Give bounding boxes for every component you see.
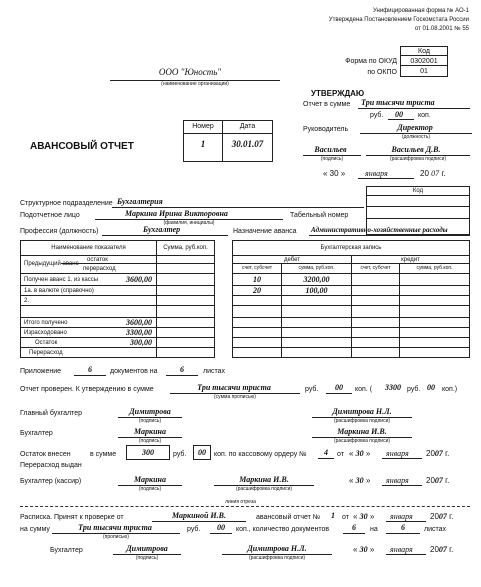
number-header: Номер bbox=[192, 123, 214, 130]
debit-header: дебет bbox=[283, 257, 301, 263]
chief-accountant-name[interactable]: Димитрова Н.Л. bbox=[332, 407, 392, 416]
purpose-label: Назначение аванса bbox=[233, 228, 297, 235]
cash-from-label: от bbox=[337, 451, 344, 458]
head-signature-caption: (подпись) bbox=[320, 156, 344, 162]
receipt-day2[interactable]: « 30 » bbox=[353, 545, 375, 554]
dept-value[interactable]: Бухгалтерия bbox=[117, 197, 163, 206]
prev-rest-label: остаток bbox=[87, 257, 108, 263]
appendix-docs-label: документов на bbox=[110, 368, 158, 375]
cash-order-no[interactable]: 4 bbox=[324, 448, 328, 457]
form-line: Унифицированная форма № АО-1 bbox=[372, 8, 469, 14]
receipt-month[interactable]: января bbox=[390, 512, 413, 521]
spent-value[interactable]: 3300,00 bbox=[126, 328, 152, 337]
receipt-sign-caption: (подпись) bbox=[135, 555, 159, 561]
okpo-value: 01 bbox=[420, 68, 428, 75]
decree-date-line: от 01.08.2001 № 55 bbox=[414, 26, 469, 32]
purpose-value[interactable]: Административно-хозяйственные расходы bbox=[311, 226, 448, 234]
approved-line: Утверждена Постановлением Госкомстата России bbox=[328, 17, 469, 23]
report-date[interactable]: 30.01.07 bbox=[231, 139, 264, 149]
remainder-value[interactable]: 300,00 bbox=[130, 338, 152, 347]
head-decoding-caption: (расшифровка подписи) bbox=[389, 156, 447, 162]
advance-summary-table bbox=[20, 240, 215, 358]
cashier-sign-caption: (подпись) bbox=[138, 486, 162, 492]
profession-label: Профессия (должность) bbox=[20, 228, 99, 235]
currency-label: 1а. в валюте (справочно) bbox=[24, 288, 94, 294]
appendix-sheets-count[interactable]: 6 bbox=[180, 365, 184, 374]
receipt-from-name[interactable]: Маркиной И.В. bbox=[172, 511, 226, 520]
checked-label: Отчет проверен. К утверждению в сумме bbox=[20, 386, 154, 393]
cash-year[interactable]: 2007 г. bbox=[426, 449, 450, 458]
col-indicator-name: Наименование показателя bbox=[51, 245, 126, 251]
person-caption: (фамилия, инициалы) bbox=[163, 220, 215, 226]
person-label: Подотчетное лицо bbox=[20, 212, 80, 219]
checked-kop2-label: коп.) bbox=[442, 386, 458, 393]
checked-rub-label: руб. bbox=[305, 386, 319, 393]
cash-amount-box[interactable] bbox=[126, 445, 170, 460]
okpo-label: по ОКПО bbox=[367, 69, 397, 76]
appendix-docs-count[interactable]: 6 bbox=[88, 365, 92, 374]
checked-sum-caption: (сумма прописью) bbox=[214, 394, 256, 400]
prev-advance-label: Предыдущий аванс bbox=[24, 261, 79, 267]
approval-sum-words[interactable]: Три тысячи триста bbox=[361, 98, 435, 107]
cut-line-label: линия отреза bbox=[225, 499, 256, 505]
cut-line bbox=[20, 506, 470, 507]
okpo-code-cell[interactable] bbox=[400, 65, 448, 77]
debit-account-2[interactable]: 20 bbox=[253, 286, 261, 295]
approval-day[interactable]: « 30 » bbox=[323, 169, 346, 178]
approval-kop-label: коп. bbox=[418, 112, 431, 119]
cash-sum-label: в сумме bbox=[90, 451, 117, 458]
debit-account-header: счет, субсчет bbox=[242, 265, 272, 271]
tab-number-label: Табельный номер bbox=[290, 212, 349, 219]
received-label: Получен аванс 1. из кассы bbox=[24, 277, 99, 283]
cashier-year[interactable]: 2007 г. bbox=[426, 476, 450, 485]
receipt-docs[interactable]: 6 bbox=[352, 523, 356, 532]
cashier-sign[interactable]: Маркина bbox=[134, 475, 166, 484]
receipt-accountant-name[interactable]: Димитрова Н.Л. bbox=[247, 544, 307, 553]
receipt-name-caption: (расшифровка подписи) bbox=[248, 555, 306, 561]
received-value[interactable]: 3600,00 bbox=[126, 275, 152, 284]
chief-accountant-label: Главный бухгалтер bbox=[20, 410, 82, 417]
receipt-from-label: от bbox=[342, 514, 349, 521]
receipt-kop-label: коп., количество документов bbox=[236, 526, 330, 533]
cash-amount: 300 bbox=[142, 448, 154, 457]
total-received-value[interactable]: 3600,00 bbox=[126, 318, 152, 327]
chief-sign-caption: (подпись) bbox=[138, 418, 162, 424]
head-signature[interactable]: Васильев bbox=[314, 145, 347, 154]
approval-title: УТВЕРЖДАЮ bbox=[311, 89, 365, 98]
overrun-label: Перерасход bbox=[29, 350, 63, 356]
receipt-day[interactable]: « 30 » bbox=[353, 512, 375, 521]
receipt-report-label: авансовый отчет № bbox=[256, 514, 321, 521]
remainder-label: Остаток bbox=[35, 340, 58, 346]
person-value[interactable]: Маркина Ирина Викторовна bbox=[125, 209, 228, 218]
okud-value: 0302001 bbox=[410, 58, 438, 65]
checked-amount[interactable]: 3300 bbox=[385, 383, 401, 392]
prev-overspent-label: перерасход bbox=[83, 266, 116, 272]
receipt-text: Расписка. Принят к проверке от bbox=[20, 514, 124, 521]
checked-kop2-value[interactable]: 00 bbox=[427, 383, 435, 392]
accountant-name-caption: (расшифровка подписи) bbox=[333, 438, 391, 444]
approval-rub-label: руб. bbox=[370, 112, 384, 119]
cash-kop-box[interactable] bbox=[193, 445, 211, 460]
credit-header: кредит bbox=[401, 257, 420, 263]
accountant-sign[interactable]: Маркина bbox=[134, 427, 166, 436]
receipt-accountant-label: Бухгалтер bbox=[50, 547, 83, 554]
accountant-label: Бухгалтер bbox=[20, 430, 53, 437]
cash-month[interactable]: января bbox=[386, 449, 409, 458]
cash-order-label: коп. по кассовому ордеру № bbox=[214, 451, 307, 458]
approval-year[interactable]: 20 07 г. bbox=[420, 169, 446, 178]
receipt-sum-caption: (прописью) bbox=[103, 534, 129, 540]
codes-header: Код bbox=[400, 46, 448, 56]
approval-month[interactable]: января bbox=[365, 169, 388, 178]
org-caption: (наименование организации) bbox=[161, 81, 229, 87]
dept-label: Структурное подразделение bbox=[20, 200, 113, 207]
cashier-label: Бухгалтер (кассир) bbox=[20, 478, 82, 485]
credit-sum-header: сумма, руб.коп. bbox=[416, 265, 453, 271]
receipt-kop-value[interactable]: 00 bbox=[217, 523, 225, 532]
receipt-month2[interactable]: января bbox=[390, 545, 413, 554]
total-received-label: Итого получено bbox=[24, 320, 68, 326]
head-decoding[interactable]: Васильев Д.В. bbox=[391, 145, 441, 154]
checked-sum-words[interactable]: Три тысячи триста bbox=[197, 383, 271, 392]
accountant-name[interactable]: Маркина И.В. bbox=[337, 427, 387, 436]
receipt-year2[interactable]: 2007 г. bbox=[430, 545, 454, 554]
report-number[interactable]: 1 bbox=[200, 139, 206, 149]
checked-rub2-label: руб. bbox=[407, 386, 421, 393]
receipt-report-no[interactable]: 1 bbox=[331, 511, 335, 520]
receipt-sheets-label: листах bbox=[424, 526, 447, 533]
receipt-sum-label: на сумму bbox=[20, 526, 50, 533]
number-date-table bbox=[183, 120, 273, 162]
cash-kop: 00 bbox=[198, 448, 206, 457]
appendix-label: Приложение bbox=[20, 368, 62, 375]
spent-label: Израсходовано bbox=[24, 330, 67, 336]
chief-name-caption: (расшифровка подписи) bbox=[333, 418, 391, 424]
cashier-name-caption: (расшифровка подписи) bbox=[235, 486, 293, 492]
head-label: Руководитель bbox=[303, 126, 349, 133]
appendix-sheets-label: листах bbox=[203, 368, 226, 375]
approval-kop-value[interactable]: 00 bbox=[395, 110, 403, 119]
head-position[interactable]: Директор bbox=[397, 123, 433, 132]
profession-value[interactable]: Бухгалтер bbox=[143, 225, 181, 234]
receipt-on-label: на bbox=[370, 526, 378, 533]
cash-rub-label: руб. bbox=[173, 451, 187, 458]
receipt-rub-label: руб. bbox=[187, 526, 201, 533]
approval-sum-label: Отчет в сумме bbox=[303, 101, 351, 108]
date-header: Дата bbox=[239, 123, 256, 130]
rest-paid-label: Остаток внесен bbox=[20, 451, 71, 458]
credit-account-header: счет, субсчет bbox=[360, 265, 391, 271]
receipt-sheets[interactable]: 6 bbox=[401, 523, 405, 532]
debit-sum-2[interactable]: 100,00 bbox=[305, 286, 328, 295]
cashier-day[interactable]: « 30 » bbox=[349, 476, 371, 485]
accounting-title: Бухгалтерская запись bbox=[320, 245, 382, 251]
accounting-entry-table bbox=[232, 240, 470, 358]
cashier-name[interactable]: Маркина И.В. bbox=[239, 475, 289, 484]
line-2-label: 2. bbox=[24, 298, 30, 304]
debit-sum-1[interactable]: 3200,00 bbox=[303, 275, 330, 284]
cash-day[interactable]: « 30 » bbox=[349, 449, 371, 458]
checked-kop-value[interactable]: 00 bbox=[335, 383, 343, 392]
head-position-caption: (должность) bbox=[401, 134, 431, 140]
info-code-header: Код bbox=[366, 186, 470, 196]
cashier-month[interactable]: января bbox=[386, 476, 409, 485]
receipt-accountant-sign[interactable]: Димитрова bbox=[126, 544, 168, 553]
receipt-year[interactable]: 2007 г. bbox=[430, 512, 454, 521]
col-sum: Сумма, руб.коп. bbox=[163, 245, 208, 251]
accountant-sign-caption: (подпись) bbox=[138, 438, 162, 444]
checked-kop-label: коп. ( bbox=[355, 386, 373, 393]
debit-sum-header: сумма, руб.коп. bbox=[298, 265, 335, 271]
debit-account-1[interactable]: 10 bbox=[253, 275, 261, 284]
overspent-issued-label: Перерасход выдан bbox=[20, 462, 82, 469]
org-name[interactable]: ООО "Юность" bbox=[158, 67, 222, 77]
report-title: АВАНСОВЫЙ ОТЧЕТ bbox=[30, 141, 134, 152]
receipt-sum-words[interactable]: Три тысячи триста bbox=[78, 523, 152, 532]
chief-accountant-sign[interactable]: Димитрова bbox=[129, 407, 171, 416]
okud-label: Форма по ОКУД bbox=[345, 58, 397, 65]
